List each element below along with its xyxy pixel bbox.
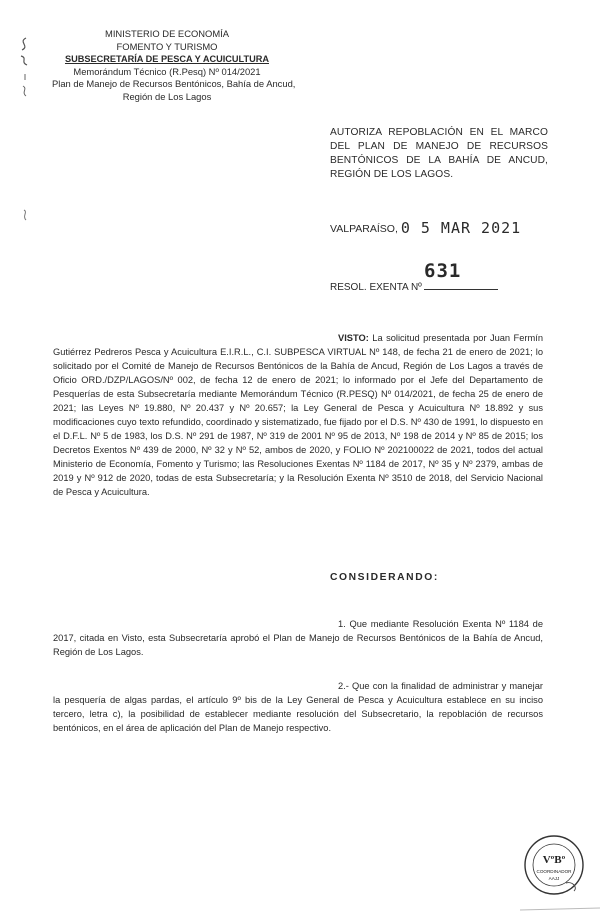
approval-seal	[522, 833, 586, 897]
undersecretariat-line: SUBSECRETARÍA DE PESCA Y ACUICULTURA	[64, 54, 269, 65]
considerando-title: CONSIDERANDO:	[330, 572, 439, 583]
considerando-item-1: 1. Que mediante Resolución Exenta Nº 1184 de 2017, citada en Visto, esta Subsecretaría aprobó el Plan de Manejo de Recursos Bentónicos de la Bahía de Ancud, Región de Los Lagos.	[53, 619, 543, 657]
seal-bottom-text: AAJJ	[548, 876, 560, 881]
memo-reference: Memorándum Técnico (R.Pesq) Nº 014/2021	[73, 65, 261, 77]
resolution-number-line	[330, 260, 498, 293]
region-reference: Región de Los Lagos	[122, 90, 212, 102]
date-line	[330, 219, 521, 237]
letterhead	[52, 28, 296, 104]
plan-reference: Plan de Manejo de Recursos Bentónicos, Bahía de Ancud,	[52, 78, 296, 90]
margin-handwriting-mark	[12, 34, 38, 224]
visto-paragraph	[53, 331, 543, 499]
resolution-number-underline	[424, 289, 498, 290]
resolution-number: 631	[424, 260, 462, 282]
ministry-line: MINISTERIO DE ECONOMÍA	[105, 28, 229, 39]
visto-text: La solicitud presentada por Juan Fermín Gutiérrez Pedreros Pesca y Acuicultura E.I.R.L., C.I. SUBPESCA VIRTUAL Nº 148, de fecha 21 de enero de 2021; lo solicitado por el Comité de Manejo de Recursos Bentónicos de la Bahía de Ancud, Región de Los Lagos a través de Oficio ORD./DZP/LAGOS/Nº 002, de fecha 12 de enero de 2021; lo informado por el Jefe del Departamento de Pesquerías de esta Subsecretaría mediante Memorándum Técnico (R.PESQ) Nº 014/2021, de fecha 25 de enero de 2021; las Leyes Nº 19.880, Nº 20.437 y Nº 20.657; la Ley General de Pesca y Acuicultura Nº 18.892 y sus modificaciones cuyo texto refundido, coordinado y sistematizado, fue fijado por el D.S. Nº 430 de 1991, lo dispuesto en el D.F.L. Nº 5 de 1983, los D.S. Nº 291 de 1987, Nº 319 de 2001 Nº 95 de 2013, Nº 198 de 2014 y Nº 85 de 2015; los Decretos Exentos Nº 439 de 2000, Nº 32 y Nº 52, ambos de 2020, y FOLIO Nº 202100022 de 2021, todos del actual Ministerio de Economía, Fomento y Turismo; las Resoluciones Exentas Nº 1184 de 2017, Nº 35 y Nº 2379, ambas de 2019 y Nº 912 de 2020, todas de esta Subsecretaría; y la Resolución Exenta Nº 3510 de 2018, del Servicio Nacional de Pesca y Acuicultura.	[53, 333, 543, 497]
date-label: VALPARAÍSO,	[330, 223, 398, 235]
date-stamp: 0 5 MAR 2021	[400, 219, 522, 237]
ministry-line-2: FOMENTO Y TURISMO	[116, 40, 218, 52]
seal-center-text: VºBº	[542, 854, 566, 866]
resolution-label: RESOL. EXENTA Nº	[330, 282, 422, 293]
visto-label: VISTO:	[338, 333, 369, 343]
seal-ring-text: COORDINADOR	[536, 869, 572, 874]
resolution-subject: AUTORIZA REPOBLACIÓN EN EL MARCO DEL PLAN DE MANEJO DE RECURSOS BENTÓNICOS DE LA BAHÍA DE ANCUD, REGIÓN DE LOS LAGOS.	[330, 127, 548, 180]
considerando-item-2: 2.- Que con la finalidad de administrar y manejar la pesquería de algas pardas, el artículo 9º bis de la Ley General de Pesca y Acuicultura establece en su inciso tercero, letra c), la posibilidad de establecer mediante resolución del Subsecretario, la repoblación de recursos bentónicos, en el área de aplicación del Plan de Manejo respectivo.	[53, 681, 543, 733]
